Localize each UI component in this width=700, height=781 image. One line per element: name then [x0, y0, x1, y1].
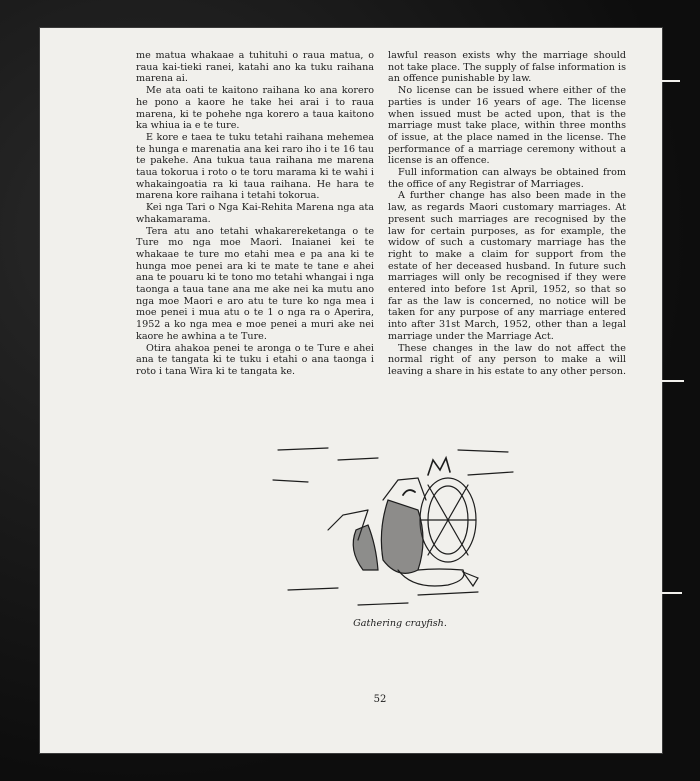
paragraph: Full information can always be obtained from the office of any Registrar of Marriages.	[388, 167, 626, 190]
scan-edge-mark	[662, 592, 682, 594]
paragraph: Otira ahakoa penei te aronga o te Ture e ahei ana te tangata ki te tuku i etahi o ana taonga i roto i tana Wira ki te tangata ke.	[136, 342, 374, 377]
document-page	[40, 28, 662, 753]
paragraph: me matua whakaae a tuhituhi o raua matua, o raua kai-tieki ranei, katahi ano ka tuku raihana marena ai.	[136, 50, 374, 85]
crayfish-gathering-illustration	[268, 420, 518, 620]
page-number: 52	[373, 694, 387, 705]
right-column-english-text	[388, 50, 626, 378]
illustration-caption: Gathering crayfish.	[353, 618, 447, 629]
paragraph: A further change has also been made in the law, as regards Maori customary marriages. At present such marriages are recognised by the law for certain purposes, as for example, the widow of such a customary marriage has the right to make a claim for support from the estate of her deceased husband. In future such marriages will only be recognised if they were entered into before 1st April, 1952, so that so far as the law is concerned, no notice will be taken for any purpose of any marriage entered into after 31st March, 1952, other than a legal marriage under the Marriage Act.	[388, 190, 626, 342]
paragraph: These changes in the law do not affect the normal right of any person to make a will leaving a share in his estate to any other person.	[388, 342, 627, 377]
paragraph: Me ata oati te kaitono raihana ko ana korero he pono a kaore he take hei arai i to raua marena, ki te pohehe nga korero a taua kaitono ka whiua ia e te ture.	[136, 85, 374, 132]
left-column-maori-text	[136, 50, 374, 378]
paragraph: Tera atu ano tetahi whakarereketanga o te Ture mo nga moe Maori. Inaianei kei te whakaae te ture mo etahi mea e pa ana ki te hunga moe penei ara ki te mate te tane e ahei ana te pouaru ki te tono mo tetahi whangai i nga taonga a taua tane ana me ake nei ka mutu ano nga moe Maori e aro atu te ture ko nga mea i moe penei i mua atu o te 1 o nga ra o Aperira, 1952 a ko nga mea e moe penei a muri ake nei kaore he awhina a te Ture.	[136, 225, 374, 342]
paragraph: No license can be issued where either of the parties is under 16 years of age. The license when issued must be acted upon, that is the marriage must take place, within three months of issue, at the place named in the license. The performance of a marriage ceremony without a license is an offence.	[388, 85, 626, 167]
paragraph: lawful reason exists why the marriage should not take place. The supply of false information is an offence punishable by law.	[388, 50, 626, 85]
paragraph: Kei nga Tari o Nga Kai-Rehita Marena nga ata whakamarama.	[136, 202, 374, 225]
scan-edge-mark	[662, 380, 684, 382]
scan-edge-mark	[662, 80, 680, 82]
paragraph: E kore e taea te tuku tetahi raihana mehemea te hunga e marenatia ana kei raro iho i te 16 tau te pakehe. Ana tukua taua raihana me marena taua tokorua i roto o te toru marama ki te wahi i whakaingoatia ra ki taua raihana. He hara te marena kore raihana i tetahi tokorua.	[136, 131, 374, 202]
